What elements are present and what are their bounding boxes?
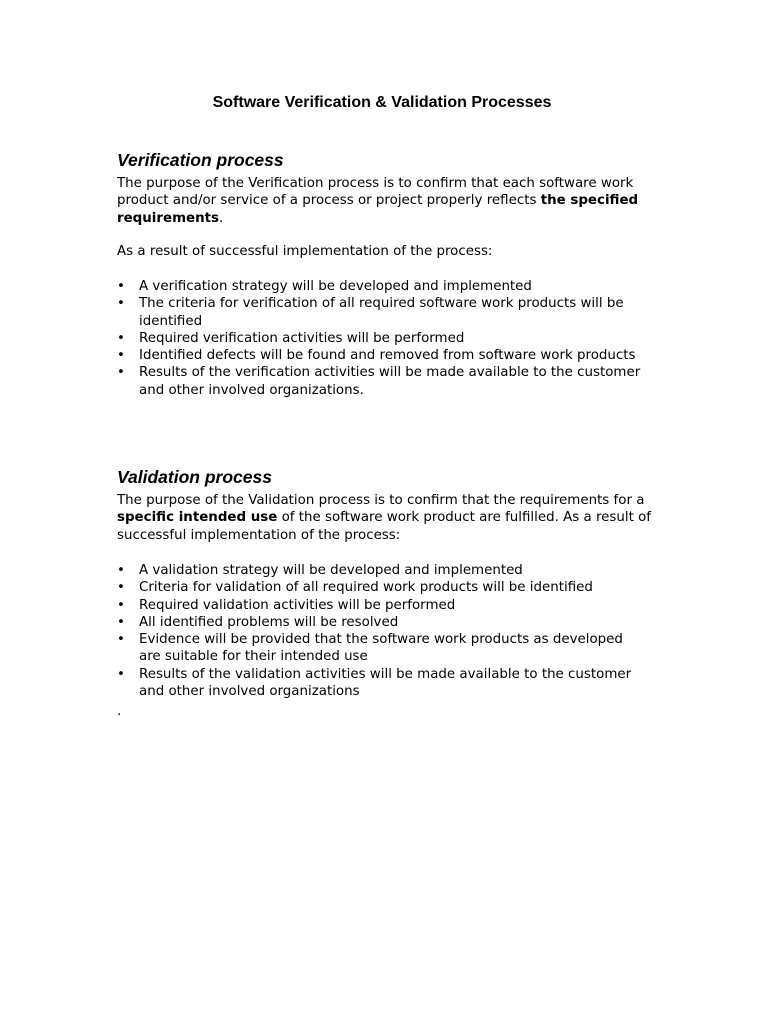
list-item: [117, 295, 647, 330]
verification-outcomes-list: [117, 278, 647, 399]
bullet-icon: •: [117, 330, 125, 346]
verification-result-intro: As a result of successful implementation of the process:: [117, 244, 493, 259]
list-item: [117, 562, 647, 579]
validation-heading: Validation process: [117, 467, 272, 487]
list-item: [117, 614, 647, 631]
list-item: [117, 278, 647, 295]
list-item-text: Required verification activities will be performed: [139, 330, 465, 346]
list-item-text: All identified problems will be resolved: [139, 614, 399, 630]
list-item: [117, 347, 647, 364]
bullet-icon: •: [117, 614, 125, 630]
bullet-icon: •: [117, 666, 125, 682]
bullet-icon: •: [117, 632, 125, 648]
trailing-mark: .: [117, 704, 122, 719]
document-title: Software Verification & Validation Processes: [212, 94, 552, 111]
list-item-text: The criteria for verification of all required software work products will be identified: [139, 296, 624, 329]
validation-purpose-text: The purpose of the Validation process is to confirm that the requirements for a: [117, 493, 645, 508]
list-item: [117, 631, 647, 666]
list-item-text: Results of the validation activities will be made available to the customer and other involved organizations: [139, 666, 632, 700]
list-item: [117, 579, 647, 596]
bullet-icon: •: [117, 348, 125, 364]
verification-purpose-emphasis: the specified requirements: [117, 193, 639, 226]
list-item-text: Criteria for validation of all required work products will be identified: [139, 580, 593, 596]
list-item-text: A verification strategy will be developed and implemented: [139, 279, 532, 294]
list-item-text: Evidence will be provided that the software work products as developed are suitable for their intended use: [139, 632, 623, 665]
validation-purpose-emphasis: specific intended use: [117, 510, 278, 526]
list-item-text: Identified defects will be found and removed from software work products: [139, 348, 636, 364]
verification-purpose-text: The purpose of the Verification process is to confirm that each software work product and/or service of a process or project properly reflects: [117, 176, 634, 209]
verification-purpose-end: .: [219, 210, 224, 226]
validation-outcomes-list: [117, 562, 647, 700]
bullet-icon: •: [117, 580, 125, 596]
bullet-icon: •: [117, 597, 125, 613]
validation-purpose: [117, 492, 657, 544]
list-item: [117, 666, 647, 701]
validation-purpose-end: of the software work product are fulfilled. As a result of successful implementation of the process:: [117, 510, 652, 543]
list-item: [117, 330, 647, 347]
list-item-text: A validation strategy will be developed and implemented: [139, 563, 523, 578]
list-item: [117, 364, 647, 399]
bullet-icon: •: [117, 296, 125, 312]
bullet-icon: •: [117, 563, 125, 578]
verification-purpose: [117, 175, 657, 227]
list-item-text: Required validation activities will be performed: [139, 597, 456, 613]
list-item: [117, 597, 647, 614]
list-item-text: Results of the verification activities will be made available to the customer and other involved organizations.: [139, 365, 641, 398]
bullet-icon: •: [117, 279, 125, 294]
bullet-icon: •: [117, 365, 125, 381]
verification-heading: Verification process: [117, 150, 284, 170]
